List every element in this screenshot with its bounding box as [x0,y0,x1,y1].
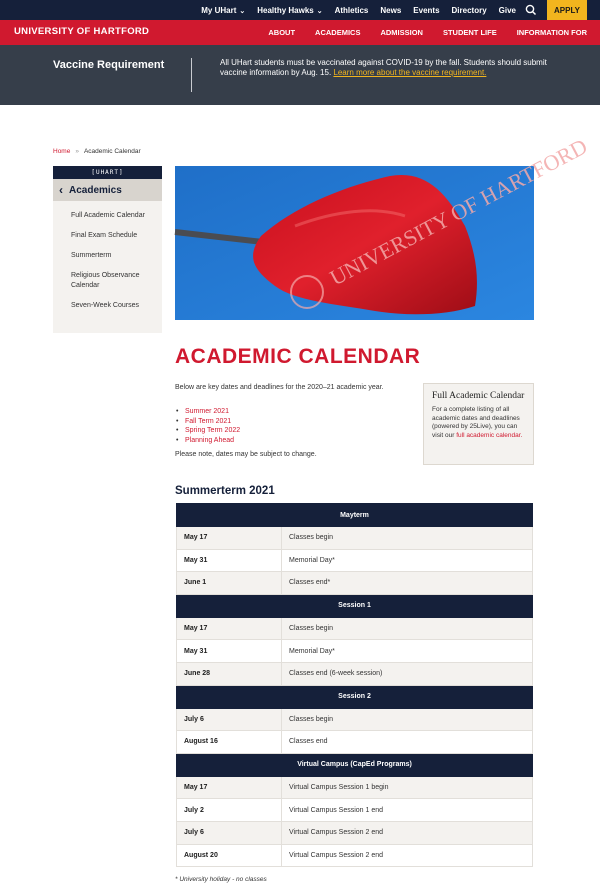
nav-item[interactable]: ADMISSION [380,28,423,37]
row-date: August 20 [177,844,282,867]
utility-link[interactable] [452,6,487,15]
table-row [177,572,533,595]
sidebar-item[interactable]: Religious Observance Calendar [71,272,140,289]
table-row [177,844,533,867]
row-date: July 6 [177,821,282,844]
table-row [177,708,533,731]
hero-image [175,133,592,320]
table-row [177,821,533,844]
breadcrumb-separator: » [75,148,79,155]
table-row [177,662,533,685]
alert-title: Vaccine Requirement [53,59,165,71]
flag-photo [175,133,592,320]
nav-item[interactable]: INFORMATION FOR [516,28,587,37]
nav-links [248,20,587,45]
term-links [175,407,240,445]
utility-links [189,0,516,20]
card-body: For a complete listing of all academic dates and deadlines (powered by 25Live), you can visit our [432,406,520,439]
footnote: * University holiday - no classes [175,876,267,883]
chevron-down-icon: ⌄ [239,7,246,15]
row-date: August 16 [177,731,282,754]
row-event: Classes begin [282,527,533,550]
row-event: Classes end [282,731,533,754]
card-title: Full Academic Calendar [432,391,525,401]
vaccine-alert [0,45,600,105]
table-row [177,527,533,550]
card-text [432,406,525,440]
term-link[interactable]: • Planning Ahead [175,436,240,446]
utility-link[interactable] [413,6,439,15]
row-event: Virtual Campus Session 1 begin [282,776,533,799]
row-date: May 31 [177,640,282,663]
sidebar-item[interactable]: Seven-Week Courses [71,302,139,309]
schedule-table [176,503,533,867]
utility-link[interactable] [201,6,245,15]
sidebar-heading-label: Academics [69,184,122,196]
dates-note: Please note, dates may be subject to change. [175,451,317,458]
alert-message: All UHart students must be vaccinated against COVID-19 by the fall. Students should submit vaccine information by Aug. 15. [220,58,547,77]
apply-button[interactable]: APPLY [547,0,587,20]
sidebar-brand [53,166,162,179]
row-date: July 6 [177,708,282,731]
row-date: June 1 [177,572,282,595]
schedule-group-header [177,594,533,617]
sidebar-heading[interactable] [53,179,162,201]
row-date: May 17 [177,527,282,550]
group-title: Session 2 [177,685,533,708]
row-event: Memorial Day* [282,549,533,572]
schedule-group-header [177,685,533,708]
utility-link-label: My UHart [201,5,237,15]
logo-text: UNIVERSITY OF HARTFORD [14,26,150,37]
utility-link[interactable] [335,6,369,15]
card-link[interactable]: full academic calendar. [456,431,523,439]
breadcrumb [53,148,141,155]
row-event: Classes end (6-week session) [282,662,533,685]
utility-link-label: News [380,5,402,15]
nav-item[interactable]: ACADEMICS [315,28,361,37]
utility-link-label: Give [498,5,516,15]
term-link[interactable]: • Fall Term 2021 [175,417,240,427]
page-title: ACADEMIC CALENDAR [175,345,421,368]
table-row [177,549,533,572]
sidebar-item[interactable]: Summerterm [71,252,112,259]
nav-item[interactable]: ABOUT [268,28,296,37]
utility-link-label: Directory [451,5,487,15]
hero-flag-text: UNIVERSITY OF HARTFORD [325,133,592,291]
group-title: Session 1 [177,594,533,617]
alert-link[interactable]: Learn more about the vaccine requirement. [333,68,487,77]
utility-link-label: Events [413,5,440,15]
row-event: Virtual Campus Session 1 end [282,799,533,822]
search-icon[interactable] [524,3,538,17]
utility-link[interactable] [257,6,322,15]
row-event: Classes end* [282,572,533,595]
row-date: May 17 [177,617,282,640]
table-row [177,731,533,754]
table-row [177,640,533,663]
utility-link-label: Healthy Hawks [257,5,314,15]
row-event: Virtual Campus Session 2 end [282,821,533,844]
row-event: Classes begin [282,617,533,640]
intro-text: Below are key dates and deadlines for the 2020–21 academic year. [175,384,384,391]
utility-link[interactable] [380,6,401,15]
group-title: Virtual Campus (CapEd Programs) [177,753,533,776]
table-row [177,799,533,822]
row-date: July 2 [177,799,282,822]
row-event: Classes begin [282,708,533,731]
row-event: Memorial Day* [282,640,533,663]
table-row [177,617,533,640]
alert-text [220,58,560,78]
section-title: Summerterm 2021 [175,485,275,497]
term-link[interactable]: • Spring Term 2022 [175,426,240,436]
sidebar-brand-text: [UHART] [91,169,124,176]
sidebar-item[interactable]: Full Academic Calendar [71,212,145,219]
group-title: Mayterm [177,504,533,527]
main-nav [0,20,600,45]
utility-link-label: Athletics [334,5,369,15]
row-event: Virtual Campus Session 2 end [282,844,533,867]
chevron-down-icon: ⌄ [316,7,323,15]
breadcrumb-home[interactable]: Home [53,148,71,155]
row-date: May 31 [177,549,282,572]
university-logo[interactable] [14,26,149,39]
schedule-group-header [177,753,533,776]
utility-link[interactable] [499,6,516,15]
utility-bar [0,0,600,20]
schedule-group-header [177,504,533,527]
nav-item[interactable]: STUDENT LIFE [442,28,497,37]
table-row [177,776,533,799]
full-calendar-card [423,383,534,465]
breadcrumb-current: Academic Calendar [83,148,141,155]
sidebar-items [53,201,162,316]
term-link[interactable]: • Summer 2021 [175,407,240,417]
sidebar-item[interactable]: Final Exam Schedule [71,232,138,239]
chevron-left-icon: ‹ [59,183,63,197]
row-date: May 17 [177,776,282,799]
sidebar [53,166,162,333]
alert-divider [191,58,192,92]
row-date: June 28 [177,662,282,685]
